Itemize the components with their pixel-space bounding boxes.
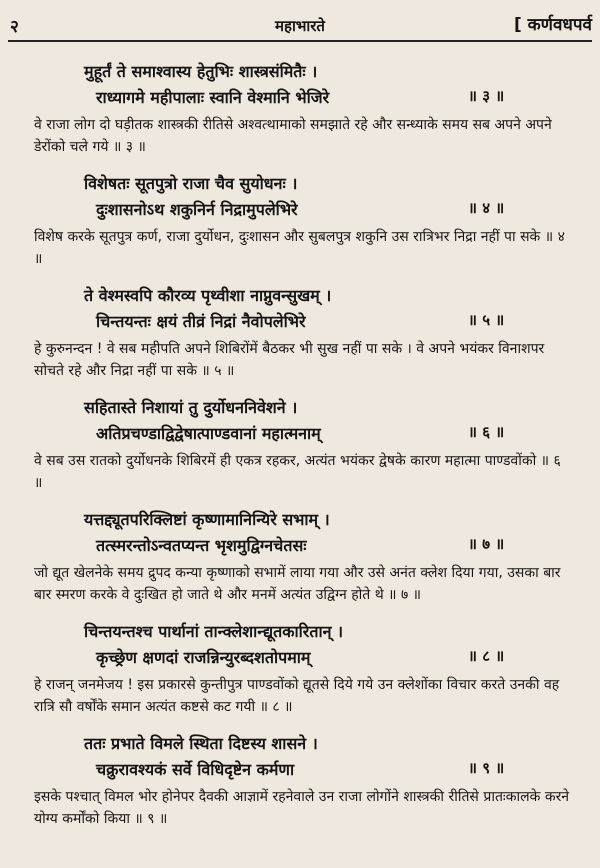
translation: हे कुरुनन्दन ! वे सब महीपति अपने शिबिरोंमें बैठकर भी सुख नहीं पा सके । वे अपने भयंकर विनाशपर सोचते रहे और निद्रा नहीं पा सके ॥ ५ ॥ <box>34 341 545 379</box>
verse-number: ॥ ९ ॥ <box>468 759 505 777</box>
translation: वे सब उस रातको दुर्योधनके शिबिरमें ही एकत्र रहकर, अत्यंत भयंकर द्वेषके कारण महात्मा पाण्डवोंको ॥ ६ ॥ <box>34 453 561 491</box>
section-title: [ कर्णवधपर्व <box>513 15 592 35</box>
translation: वे राजा लोग दो घड़ीतक शास्त्रकी रीतिसे अश्वत्थामाको समझाते रहे और सन्ध्याके समय सब अपने अपने डेरोंको चले गये ॥ ३ ॥ <box>34 117 552 155</box>
translation: विशेष करके सूतपुत्र कर्ण, राजा दुर्योधन, दुःशासन और सुबलपुत्र शकुनि उस रात्रिभर निद्रा नहीं पा सके ॥ ४ ॥ <box>34 229 565 267</box>
sloka-line: ते वेश्मस्वपि कौरव्य पृथ्वीशा नाप्नुवन्सुखम् । <box>84 286 332 305</box>
verse-block <box>0 732 600 830</box>
running-title: महाभारते <box>275 17 325 35</box>
sloka-line: ततः प्रभाते विमले स्थिता दिष्टस्य शासने । <box>84 734 318 753</box>
verse-number: ॥ ४ ॥ <box>468 199 505 217</box>
page-number: २ <box>10 17 19 37</box>
verse-number: ॥ ५ ॥ <box>468 311 505 329</box>
verse-block <box>0 172 600 270</box>
sloka-line: यत्तद्द्यूतपरिक्लिष्टां कृष्णामानिन्यिरे सभाम् । <box>84 510 330 529</box>
sloka-line: चक्रुरावश्यकं सर्वे विधिदृष्टेन कर्मणा <box>96 760 295 779</box>
sloka-line: राध्यागमे महीपालाः स्वानि वेश्मानि भेजिरे <box>96 88 330 107</box>
sloka-line: कृच्छ्रेण क्षणदां राजन्निन्युरब्दशतोपमाम् <box>96 648 311 667</box>
translation: जो द्यूत खेलनेके समय द्रुपद कन्या कृष्णाको सभामें लाया गया और उसे अनंत क्लेश दिया गया, उसका बार बार स्मरण करके वे दुःखित हो जाते थे और मनमें अत्यंत उद्विग्न होते थे ॥ ७ ॥ <box>34 565 561 603</box>
verse-block <box>0 284 600 382</box>
sloka-line: सहितास्ते निशायां तु दुर्योधननिवेशने । <box>84 398 298 417</box>
sloka-line: चिन्तयन्तश्च पार्थानां तान्क्लेशान्द्यूतकारितान् । <box>84 622 344 641</box>
translation: इसके पश्चात् विमल भोर होनेपर दैवकी आज्ञामें रहनेवाले उन राजा लोगोंने शास्त्रकी रीतिसे प्रातःकालके करने योग्य कर्मोंको किया ॥ ९ ॥ <box>34 789 570 827</box>
translation: हे राजन् जनमेजय ! इस प्रकारसे कुन्तीपुत्र पाण्डवोंको द्यूतसे दिये गये उन क्लेशोंका विचार करते उनकी वह रात्रि सौ वर्षोंके समान अत्यंत कष्टसे कट गयी ॥ ८ ॥ <box>34 677 560 715</box>
verse-number: ॥ ६ ॥ <box>468 423 505 441</box>
sloka-line: अतिप्रचण्डाद्विद्वेषात्पाण्डवानां महात्मनाम् <box>96 424 321 443</box>
sloka-line: चिन्तयन्तः क्षयं तीव्रं निद्रां नैवोपलेभिरे <box>96 312 306 331</box>
verse-block <box>0 620 600 718</box>
sloka-line: विशेषतः सूतपुत्रो राजा चैव सुयोधनः । <box>84 174 298 193</box>
sloka-line: तत्स्मरन्तोऽन्वतप्यन्त भृशमुद्विग्नचेतसः <box>96 536 307 555</box>
header-rule <box>8 40 592 42</box>
sloka-line: मुहूर्तं ते समाश्वास्य हेतुभिः शास्त्रसंमितैः । <box>84 62 318 81</box>
page-body <box>0 60 600 830</box>
verse-number: ॥ ७ ॥ <box>468 535 505 553</box>
verse-number: ॥ ३ ॥ <box>468 87 505 105</box>
sloka-line: दुःशासनोऽथ शकुनिर्न निद्रामुपलेभिरे <box>96 200 298 219</box>
verse-block <box>0 60 600 158</box>
verse-number: ॥ ८ ॥ <box>468 647 505 665</box>
page-header <box>0 0 600 46</box>
verse-block <box>0 508 600 606</box>
verse-block <box>0 396 600 494</box>
